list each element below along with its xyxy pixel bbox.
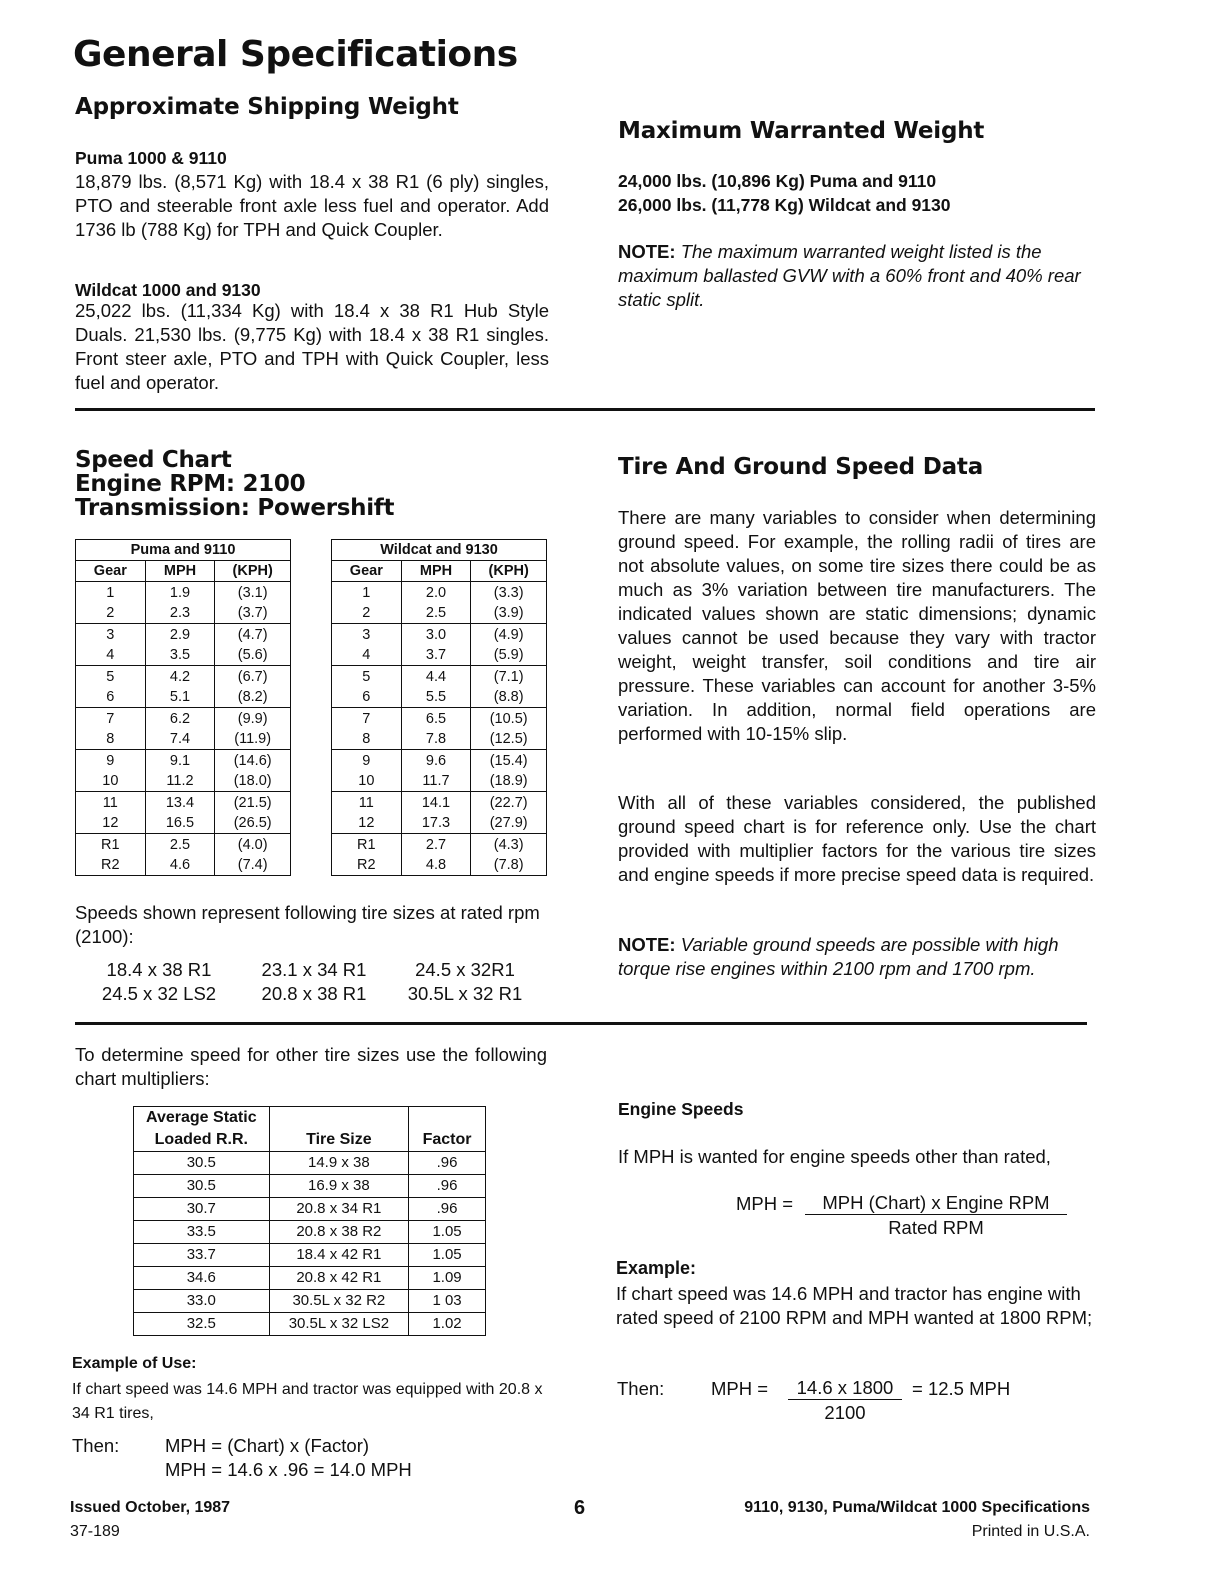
- kph-cell: (7.8): [471, 855, 547, 876]
- gear-cell: 10: [76, 771, 146, 792]
- speed-chart-title: Speed Chart: [75, 447, 232, 473]
- engine-then-result: = 12.5 MPH: [912, 1378, 1011, 1399]
- speed-row: [332, 603, 547, 624]
- tire-size: 18.4 x 38 R1: [106, 959, 212, 980]
- kph-cell: (6.7): [215, 666, 291, 688]
- gear-cell: 7: [332, 708, 402, 730]
- speed-row: [76, 855, 291, 876]
- engine-formula-denominator: Rated RPM: [888, 1217, 984, 1238]
- speed-row: [332, 666, 547, 688]
- tire-size-cell: 18.4 x 42 R1: [269, 1244, 408, 1267]
- speed-row: [332, 729, 547, 750]
- engine-speeds-text: If MPH is wanted for engine speeds other than rated,: [618, 1146, 1051, 1167]
- gear-cell: 6: [332, 687, 402, 708]
- mph-cell: 3.7: [401, 645, 471, 666]
- multiplier-row: [134, 1313, 486, 1336]
- speed-row: [76, 708, 291, 730]
- engine-then-denominator: 2100: [824, 1402, 866, 1423]
- engine-then-label: Then:: [617, 1378, 665, 1399]
- rolling-radius-cell: 34.6: [134, 1267, 270, 1290]
- puma-table-title: Puma and 9110: [76, 540, 291, 561]
- factor-header: Factor: [409, 1107, 486, 1152]
- mph-cell: 2.0: [401, 582, 471, 604]
- speed-row: [76, 771, 291, 792]
- mph-cell: 4.2: [145, 666, 215, 688]
- kph-cell: (3.1): [215, 582, 291, 604]
- factor-cell: 1.09: [409, 1267, 486, 1290]
- section-divider: [75, 408, 1095, 411]
- factor-cell: .96: [409, 1198, 486, 1221]
- speed-row: [332, 792, 547, 814]
- mph-header: MPH: [401, 561, 471, 582]
- gear-cell: 5: [76, 666, 146, 688]
- speed-row: [332, 750, 547, 772]
- mph-cell: 4.6: [145, 855, 215, 876]
- tire-size: 23.1 x 34 R1: [261, 959, 367, 980]
- gear-cell: 2: [76, 603, 146, 624]
- wildcat-weight-text: 25,022 lbs. (11,334 Kg) with 18.4 x 38 R1 Hub Style Duals. 21,530 lbs. (9,775 Kg) with 18.4 x 38 R1 singles. Front steer axle, PTO and TPH with Quick Coupler, less fuel and operator.: [75, 300, 549, 393]
- puma-weight-text: 18,879 lbs. (8,571 Kg) with 18.4 x 38 R1 (6 ply) singles, PTO and steerable front axle less fuel and operator. Add 1736 lb (788 Kg) for TPH and Quick Coupler.: [75, 171, 549, 240]
- mph-cell: 2.7: [401, 834, 471, 856]
- kph-cell: (4.0): [215, 834, 291, 856]
- speed-row: [76, 582, 291, 604]
- kph-cell: (7.1): [471, 666, 547, 688]
- printed-in: Printed in U.S.A.: [971, 1523, 1090, 1540]
- tire-size: 20.8 x 38 R1: [261, 983, 367, 1004]
- rolling-radius-cell: 33.7: [134, 1244, 270, 1267]
- factor-cell: 1.05: [409, 1244, 486, 1267]
- mph-cell: 2.3: [145, 603, 215, 624]
- engine-speeds-heading: Engine Speeds: [618, 1099, 744, 1119]
- gear-cell: 1: [76, 582, 146, 604]
- mph-cell: 1.9: [145, 582, 215, 604]
- gear-cell: 2: [332, 603, 402, 624]
- gear-cell: 9: [76, 750, 146, 772]
- gear-header: Gear: [332, 561, 402, 582]
- multiplier-intro: To determine speed for other tire sizes use the following chart multipliers:: [75, 1044, 547, 1089]
- speed-row: [332, 813, 547, 834]
- tire-size-list: [75, 958, 555, 1006]
- factor-cell: 1 03: [409, 1290, 486, 1313]
- engine-example-title: Example:: [616, 1258, 697, 1278]
- speed-row: [332, 582, 547, 604]
- tire-ground-para-2: With all of these variables considered, the published ground speed chart is for reference only. Use the chart provided with multiplier factors for the various tire sizes and engine speeds if more precise speed data is required.: [618, 792, 1096, 885]
- example-of-use-text: If chart speed was 14.6 MPH and tractor was equipped with 20.8 x 34 R1 tires,: [72, 1381, 543, 1422]
- rolling-radius-cell: 30.7: [134, 1198, 270, 1221]
- kph-header: (KPH): [471, 561, 547, 582]
- shipping-heading: Approximate Shipping Weight: [75, 94, 459, 120]
- mph-cell: 3.5: [145, 645, 215, 666]
- tire-size: 24.5 x 32R1: [415, 959, 515, 980]
- tire-ground-heading: Tire And Ground Speed Data: [618, 454, 984, 480]
- rolling-radius-cell: 30.5: [134, 1152, 270, 1175]
- kph-cell: (22.7): [471, 792, 547, 814]
- header-line: Loaded R.R.: [154, 1131, 248, 1148]
- gear-cell: R2: [76, 855, 146, 876]
- multiplier-row: [134, 1198, 486, 1221]
- tire-size: 30.5L x 32 R1: [407, 983, 523, 1004]
- mph-cell: 2.5: [145, 834, 215, 856]
- mph-cell: 4.8: [401, 855, 471, 876]
- speed-row: [76, 645, 291, 666]
- gear-cell: 11: [332, 792, 402, 814]
- puma-weight-title: Puma 1000 & 9110: [75, 148, 227, 168]
- gear-cell: 8: [332, 729, 402, 750]
- engine-then-lhs: MPH =: [711, 1378, 769, 1399]
- mph-cell: 2.5: [401, 603, 471, 624]
- speed-row: [332, 834, 547, 856]
- wildcat-weight-title: Wildcat 1000 and 9130: [75, 280, 261, 300]
- mph-cell: 13.4: [145, 792, 215, 814]
- factor-formula-result: MPH = 14.6 x .96 = 14.0 MPH: [165, 1459, 412, 1480]
- multiplier-table: [133, 1106, 486, 1336]
- mph-cell: 3.0: [401, 624, 471, 646]
- speed-row: [76, 666, 291, 688]
- transmission-title: Transmission: Powershift: [75, 495, 395, 521]
- speed-row: [76, 624, 291, 646]
- multiplier-row: [134, 1244, 486, 1267]
- speeds-note: Speeds shown represent following tire sizes at rated rpm (2100):: [75, 902, 540, 947]
- kph-cell: (27.9): [471, 813, 547, 834]
- tire-size-cell: 16.9 x 38: [269, 1175, 408, 1198]
- gear-cell: 7: [76, 708, 146, 730]
- kph-cell: (5.6): [215, 645, 291, 666]
- factor-cell: 1.05: [409, 1221, 486, 1244]
- page-number: 6: [574, 1497, 586, 1519]
- multiplier-row: [134, 1290, 486, 1313]
- gear-cell: 4: [332, 645, 402, 666]
- gear-cell: 3: [332, 624, 402, 646]
- kph-cell: (14.6): [215, 750, 291, 772]
- document-code: 37-189: [70, 1523, 120, 1540]
- tire-size-cell: 20.8 x 38 R2: [269, 1221, 408, 1244]
- kph-cell: (3.7): [215, 603, 291, 624]
- kph-cell: (18.9): [471, 771, 547, 792]
- tire-size-cell: 20.8 x 42 R1: [269, 1267, 408, 1290]
- speed-row: [76, 750, 291, 772]
- gear-cell: 1: [332, 582, 402, 604]
- multiplier-row: [134, 1152, 486, 1175]
- tire-size-cell: 20.8 x 34 R1: [269, 1198, 408, 1221]
- engine-rpm-title: Engine RPM: 2100: [75, 471, 306, 497]
- kph-cell: (8.2): [215, 687, 291, 708]
- kph-cell: (10.5): [471, 708, 547, 730]
- engine-then-numerator: 14.6 x 1800: [788, 1377, 902, 1400]
- issued-date: Issued October, 1987: [70, 1499, 231, 1516]
- gear-cell: R2: [332, 855, 402, 876]
- kph-cell: (4.3): [471, 834, 547, 856]
- note-text: The maximum warranted weight listed is the maximum ballasted GVW with a 60% front and 40% rear static split.: [618, 241, 1081, 310]
- section-divider: [75, 1022, 1087, 1025]
- speed-row: [76, 834, 291, 856]
- factor-cell: .96: [409, 1175, 486, 1198]
- mph-cell: 11.7: [401, 771, 471, 792]
- kph-cell: (4.7): [215, 624, 291, 646]
- speed-row: [332, 687, 547, 708]
- engine-formula-lhs: MPH =: [736, 1193, 794, 1214]
- tire-size-cell: 30.5L x 32 LS2: [269, 1313, 408, 1336]
- speed-row: [332, 624, 547, 646]
- gear-cell: R1: [76, 834, 146, 856]
- speed-row: [76, 813, 291, 834]
- kph-cell: (21.5): [215, 792, 291, 814]
- gear-cell: 8: [76, 729, 146, 750]
- rolling-radius-cell: 32.5: [134, 1313, 270, 1336]
- kph-cell: (3.3): [471, 582, 547, 604]
- warranted-line-1: 24,000 lbs. (10,896 Kg) Puma and 9110: [618, 171, 937, 191]
- engine-formula-numerator: MPH (Chart) x Engine RPM: [805, 1192, 1067, 1215]
- tire-size-cell: 30.5L x 32 R2: [269, 1290, 408, 1313]
- tire-size-cell: 14.9 x 38: [269, 1152, 408, 1175]
- mph-cell: 16.5: [145, 813, 215, 834]
- speed-row: [76, 603, 291, 624]
- kph-cell: (15.4): [471, 750, 547, 772]
- mph-cell: 2.9: [145, 624, 215, 646]
- mph-cell: 14.1: [401, 792, 471, 814]
- kph-cell: (3.9): [471, 603, 547, 624]
- then-label: Then:: [72, 1435, 120, 1456]
- note-label: NOTE:: [618, 934, 676, 955]
- rolling-radius-cell: 33.0: [134, 1290, 270, 1313]
- gear-cell: 11: [76, 792, 146, 814]
- gear-cell: 5: [332, 666, 402, 688]
- kph-cell: (11.9): [215, 729, 291, 750]
- speed-row: [76, 729, 291, 750]
- note-label: NOTE:: [618, 241, 676, 262]
- tire-size-header: Tire Size: [269, 1107, 408, 1152]
- multiplier-row: [134, 1267, 486, 1290]
- puma-speed-table: [75, 539, 291, 876]
- mph-cell: 9.6: [401, 750, 471, 772]
- mph-cell: 4.4: [401, 666, 471, 688]
- mph-cell: 6.2: [145, 708, 215, 730]
- mph-cell: 11.2: [145, 771, 215, 792]
- mph-cell: 7.4: [145, 729, 215, 750]
- mph-header: MPH: [145, 561, 215, 582]
- speed-row: [332, 645, 547, 666]
- gear-cell: 4: [76, 645, 146, 666]
- warranted-line-2: 26,000 lbs. (11,778 Kg) Wildcat and 9130: [618, 195, 951, 215]
- mph-cell: 17.3: [401, 813, 471, 834]
- mph-cell: 9.1: [145, 750, 215, 772]
- kph-cell: (7.4): [215, 855, 291, 876]
- mph-cell: 6.5: [401, 708, 471, 730]
- kph-cell: (12.5): [471, 729, 547, 750]
- tire-ground-para-1: There are many variables to consider when determining ground speed. For example, the rolling radii of tires are not absolute values, on some tire sizes there could be as much as 3% variation between tire manufacturers. The indicated values shown are static dimensions; dynamic values cannot be used because they vary with tractor weight, weight transfer, soil conditions and tire air pressure. These variables can account for another 3-5% variation. In addition, normal field operations are performed with 10-15% slip.: [618, 507, 1096, 744]
- document-title: 9110, 9130, Puma/Wildcat 1000 Specifications: [744, 1499, 1090, 1516]
- kph-cell: (8.8): [471, 687, 547, 708]
- gear-header: Gear: [76, 561, 146, 582]
- note-text: Variable ground speeds are possible with high torque rise engines within 2100 rpm and 1700 rpm.: [618, 934, 1059, 979]
- warranted-heading: Maximum Warranted Weight: [618, 118, 985, 144]
- kph-cell: (4.9): [471, 624, 547, 646]
- rolling-radius-cell: 33.5: [134, 1221, 270, 1244]
- multiplier-row: [134, 1221, 486, 1244]
- kph-header: (KPH): [215, 561, 291, 582]
- multiplier-row: [134, 1175, 486, 1198]
- tire-size: 24.5 x 32 LS2: [101, 983, 217, 1004]
- gear-cell: 3: [76, 624, 146, 646]
- speed-row: [332, 855, 547, 876]
- wildcat-speed-table: [331, 539, 547, 876]
- kph-cell: (5.9): [471, 645, 547, 666]
- example-of-use-title: Example of Use:: [72, 1355, 197, 1372]
- speed-row: [332, 708, 547, 730]
- gear-cell: 12: [76, 813, 146, 834]
- gear-cell: 12: [332, 813, 402, 834]
- kph-cell: (26.5): [215, 813, 291, 834]
- mph-cell: 7.8: [401, 729, 471, 750]
- header-line: Average Static: [146, 1109, 257, 1126]
- kph-cell: (18.0): [215, 771, 291, 792]
- warranted-note: [618, 240, 1096, 312]
- mph-cell: 5.5: [401, 687, 471, 708]
- gear-cell: 10: [332, 771, 402, 792]
- gear-cell: 9: [332, 750, 402, 772]
- rolling-radius-header: [134, 1107, 270, 1152]
- factor-formula: MPH = (Chart) x (Factor): [165, 1435, 370, 1456]
- gear-cell: 6: [76, 687, 146, 708]
- speed-row: [76, 792, 291, 814]
- factor-cell: 1.02: [409, 1313, 486, 1336]
- speed-row: [332, 771, 547, 792]
- tire-ground-note: [618, 933, 1096, 981]
- engine-example-text: If chart speed was 14.6 MPH and tractor has engine with rated speed of 2100 RPM and MPH wanted at 1800 RPM;: [616, 1283, 1093, 1328]
- mph-cell: 5.1: [145, 687, 215, 708]
- kph-cell: (9.9): [215, 708, 291, 730]
- page-title: General Specifications: [73, 34, 518, 75]
- gear-cell: R1: [332, 834, 402, 856]
- rolling-radius-cell: 30.5: [134, 1175, 270, 1198]
- factor-cell: .96: [409, 1152, 486, 1175]
- speed-row: [76, 687, 291, 708]
- wildcat-table-title: Wildcat and 9130: [332, 540, 547, 561]
